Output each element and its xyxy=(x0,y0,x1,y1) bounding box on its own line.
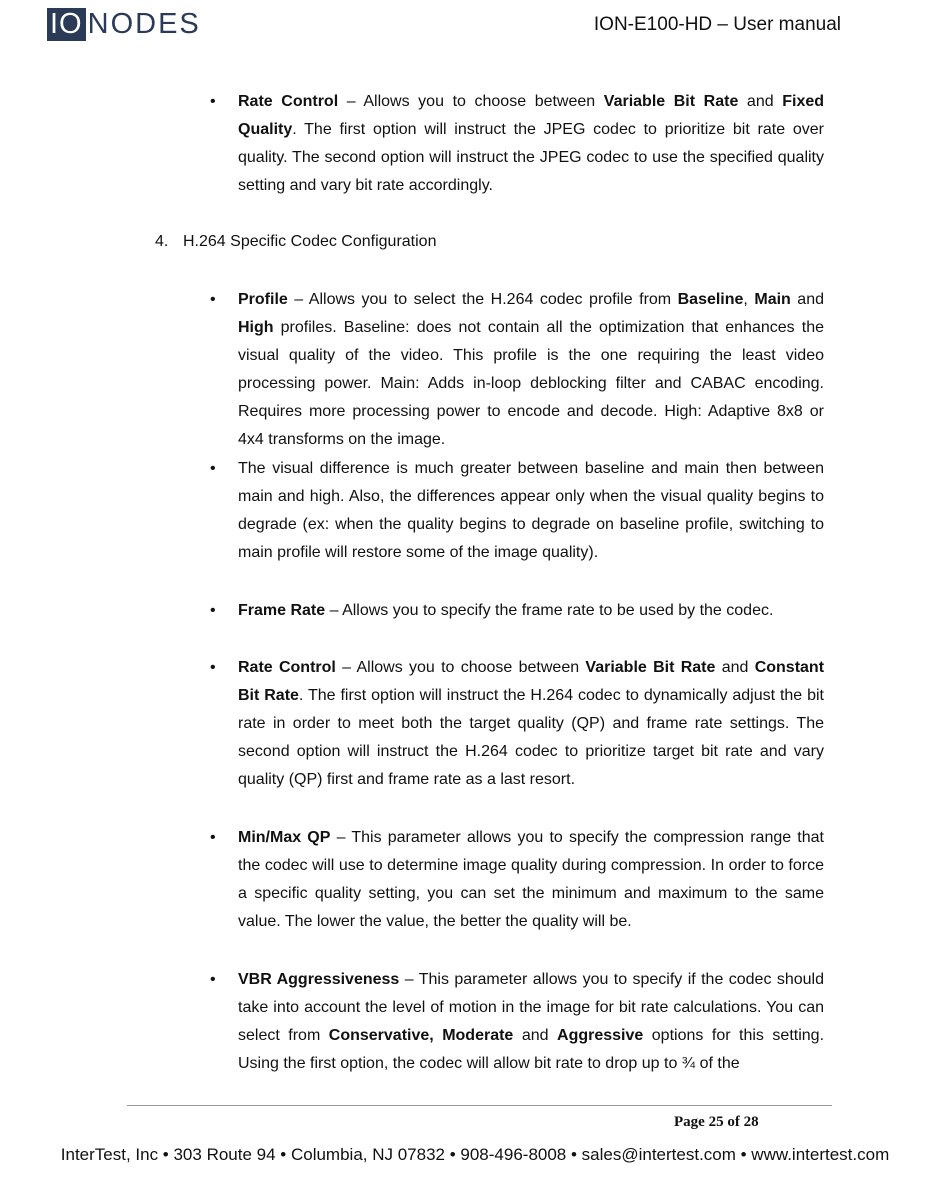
separator: – xyxy=(330,829,352,846)
bullet-text: Allows you to choose between xyxy=(356,659,586,676)
bullet-vbr-aggressiveness xyxy=(210,966,825,1078)
bold-option: Fixed Quality xyxy=(238,93,825,138)
bullet-text: Allows you to specify the frame rate to be used by the codec. xyxy=(342,602,774,619)
bullet-term: Min/Max QP xyxy=(238,829,331,846)
bullet-text: Allows you to choose between xyxy=(363,93,604,110)
separator: – xyxy=(335,659,357,676)
bullet-icon: • xyxy=(210,829,216,846)
bullet-term: Profile xyxy=(238,291,288,308)
bullet-text: , xyxy=(743,291,755,308)
bullet-icon: • xyxy=(210,93,216,110)
bullet-icon: • xyxy=(210,971,216,988)
bold-option: High xyxy=(238,319,274,336)
bullet-term: Frame Rate xyxy=(238,602,326,619)
bold-option: Conservative, Moderate xyxy=(328,1027,514,1044)
bullet-jpeg-rate-control xyxy=(210,88,825,200)
separator: – xyxy=(399,971,419,988)
bullet-profile xyxy=(210,286,824,454)
page-number: Page 25 of 28 xyxy=(674,1114,759,1130)
bullet-term: VBR Aggressiveness xyxy=(238,971,400,988)
logo-mark: IO xyxy=(47,8,86,41)
bullet-text: . The first option will instruct the H.264 codec to dynamically adjust the bit rate in order to meet both the target quality (QP) and frame rate settings. The second option will instruct the H.264 codec to prioritize target bit rate and vary quality (QP) first and frame rate as a last resort. xyxy=(238,687,824,788)
bullet-text: . The first option will instruct the JPEG codec to prioritize bit rate over quality. The second option will instruct the JPEG codec to use the specified quality setting and vary bit rate accordingly. xyxy=(238,121,824,194)
footer-contact-info: InterTest, Inc • 303 Route 94 • Columbia, NJ 07832 • 908-496-8008 • sales@intertest.com • www.intertest.com xyxy=(60,1145,890,1164)
bullet-visual-difference xyxy=(210,455,824,567)
bold-option: Variable Bit Rate xyxy=(585,659,716,676)
separator: – xyxy=(287,291,309,308)
separator: – xyxy=(325,602,343,619)
bullet-text: options for this setting. Using the first option, the codec will allow bit rate to drop up to ¾ of the xyxy=(238,1027,825,1072)
document-title: ION-E100-HD – User manual xyxy=(593,14,841,35)
bold-option: Aggressive xyxy=(557,1027,644,1044)
bullet-text: and xyxy=(738,93,783,110)
bold-option: Baseline xyxy=(677,291,744,308)
bullet-term: Rate Control xyxy=(238,659,336,676)
bullet-term: Rate Control xyxy=(238,93,339,110)
bullet-icon: • xyxy=(210,291,216,308)
bullet-text: This parameter allows you to specify the compression range that the codec will use to determine image quality during compression. In order to force a specific quality setting, you can set the minimum and maximum to the same value. The lower the value, the better the quality will be. xyxy=(238,829,824,930)
separator: – xyxy=(338,93,364,110)
bold-option: Variable Bit Rate xyxy=(603,93,739,110)
bullet-icon: • xyxy=(210,602,216,619)
bullet-text: and xyxy=(715,659,755,676)
bullet-frame-rate xyxy=(210,597,824,625)
logo-wordmark: NODES xyxy=(87,7,201,40)
bullet-icon: • xyxy=(210,460,216,477)
bullet-text: Allows you to select the H.264 codec profile from xyxy=(308,291,678,308)
bullet-text: This parameter allows you to specify if the codec should take into account the level of motion in the image for bit rate calculations. You can select from xyxy=(238,971,825,1044)
bullet-icon: • xyxy=(210,659,216,676)
bullet-h264-rate-control xyxy=(210,654,825,794)
footer-divider xyxy=(127,1105,832,1106)
bullet-text: and xyxy=(790,291,824,308)
section-number: 4. xyxy=(155,233,169,250)
bullet-min-max-qp xyxy=(210,824,824,936)
bold-option: Main xyxy=(754,291,791,308)
section-title: H.264 Specific Codec Configuration xyxy=(183,233,437,250)
bullet-text: profiles. Baseline: does not contain all the optimization that enhances the visual quality of the video. This profile is the one requiring the least video processing power. Main: Adds in-loop deblocking filter and CABAC encoding. Requires more processing power to encode and decode. High: Adaptive 8x8 or 4x4 transforms on the image. xyxy=(238,319,824,448)
bold-option: Constant Bit Rate xyxy=(238,659,825,704)
bullet-text: The visual difference is much greater between baseline and main then between main and high. Also, the differences appear only when the visual quality begins to degrade (ex: when the quality begins to degrade on baseline profile, switching to main profile will restore some of the image quality). xyxy=(238,460,824,561)
bullet-text: and xyxy=(513,1027,558,1044)
section-heading xyxy=(155,230,436,254)
ionodes-logo xyxy=(47,7,201,41)
